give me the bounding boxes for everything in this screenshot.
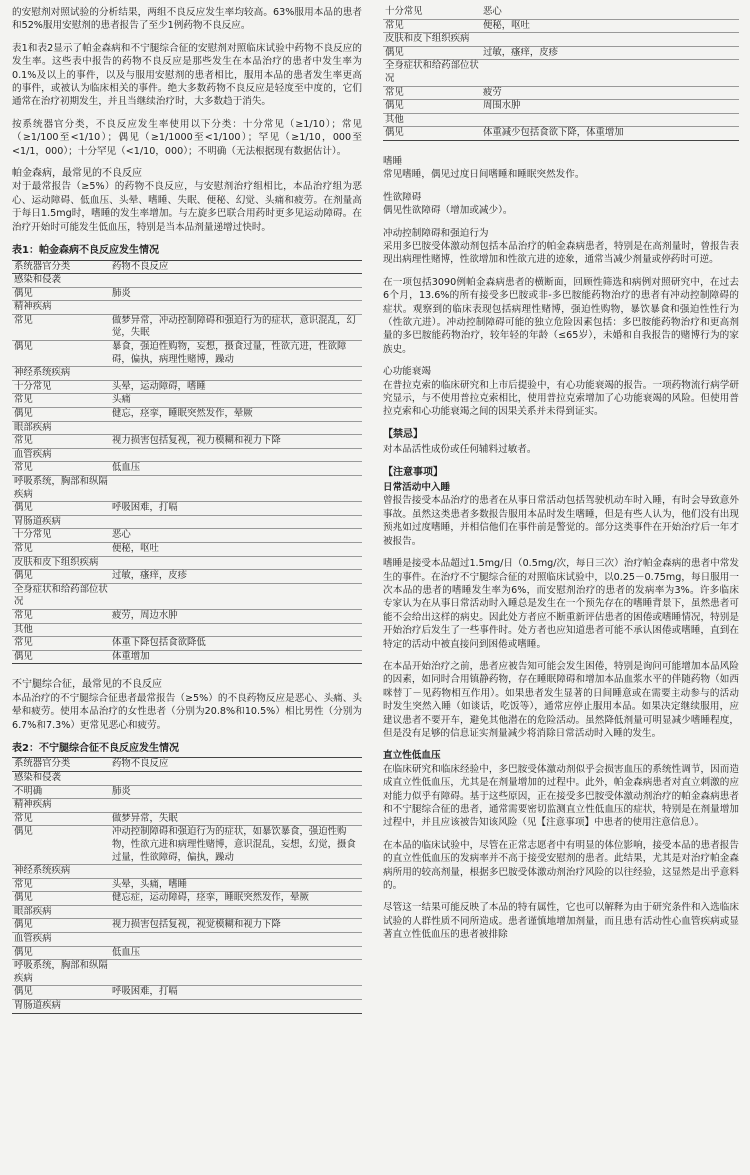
frequency-cell: 偶见 bbox=[383, 46, 481, 60]
reaction-cell: 疲劳，周边水肿 bbox=[110, 609, 362, 623]
table-row bbox=[12, 380, 362, 394]
table-row bbox=[12, 609, 362, 623]
table-group-row bbox=[12, 933, 362, 947]
table-group-row bbox=[12, 583, 362, 609]
section-heading: 日常活动中入睡 bbox=[383, 482, 451, 494]
reaction-cell bbox=[110, 583, 362, 609]
table-row bbox=[12, 502, 362, 516]
reaction-cell: 呼吸困难，打嗝 bbox=[110, 986, 362, 1000]
reaction-cell bbox=[110, 771, 362, 785]
organ-class-cell: 胃肠道疾病 bbox=[12, 1000, 110, 1014]
organ-class-cell: 精神疾病 bbox=[12, 799, 110, 813]
table-row bbox=[12, 826, 362, 865]
left-column bbox=[12, 6, 362, 1028]
reaction-cell bbox=[110, 448, 362, 462]
reaction-cell: 体重下降包括食欲降低 bbox=[110, 637, 362, 651]
table-row bbox=[12, 287, 362, 301]
frequency-cell: 常见 bbox=[12, 609, 110, 623]
table-row bbox=[383, 127, 739, 141]
paragraph: 偶见性欲障碍（增加或减少）。 bbox=[383, 205, 513, 217]
table-group-row bbox=[12, 274, 362, 288]
table-group-row bbox=[12, 448, 362, 462]
reaction-cell bbox=[110, 905, 362, 919]
reaction-cell bbox=[110, 556, 362, 570]
frequency-cell: 常见 bbox=[12, 637, 110, 651]
reaction-cell: 头晕，头痛，嗜睡 bbox=[110, 878, 362, 892]
reaction-cell: 体重减少包括食欲下降，体重增加 bbox=[481, 127, 739, 141]
frequency-cell: 常见 bbox=[12, 462, 110, 476]
table-row bbox=[383, 46, 739, 60]
table-row bbox=[12, 341, 362, 367]
frequency-cell: 常见 bbox=[12, 812, 110, 826]
reaction-cell: 呼吸困难，打嗝 bbox=[110, 502, 362, 516]
reaction-cell bbox=[110, 274, 362, 288]
reaction-cell bbox=[110, 865, 362, 879]
table-group-row bbox=[12, 799, 362, 813]
reaction-cell bbox=[110, 476, 362, 502]
table-rls-continued bbox=[383, 6, 739, 141]
organ-class-cell: 全身症状和给药部位状况 bbox=[12, 583, 110, 609]
reaction-cell: 疲劳 bbox=[481, 86, 739, 100]
section-heading: 帕金森病，最常见的不良反应 bbox=[12, 168, 142, 180]
frequency-cell: 偶见 bbox=[12, 919, 110, 933]
table-row bbox=[12, 435, 362, 449]
reaction-cell: 周围水肿 bbox=[481, 100, 739, 114]
table-row bbox=[383, 100, 739, 114]
reaction-cell: 低血压 bbox=[110, 946, 362, 960]
table-group-row bbox=[12, 623, 362, 637]
paragraph: 常见嗜睡，偶见过度日间嗜睡和睡眠突然发作。 bbox=[383, 169, 585, 181]
table-row bbox=[12, 892, 362, 906]
paragraph: 尽管这一结果可能反映了本品的特有属性，它也可以解释为由于研究条件和入选临床试验的人群性质不同所造成。患者谨慎地增加剂量，而且患有活动性心血管疾病或显著直立性低血压的患者被排除 bbox=[383, 902, 739, 941]
table-row bbox=[12, 529, 362, 543]
table-header-row bbox=[12, 260, 362, 274]
frequency-cell: 偶见 bbox=[12, 502, 110, 516]
paragraph: 的安慰剂对照试验的分析结果，两组不良反应发生率均较高。63%服用本品的患者和52%服用安慰剂的患者报告了至少1例药物不良反应。 bbox=[12, 7, 362, 32]
organ-class-cell: 血管疾病 bbox=[12, 448, 110, 462]
reaction-cell: 视力损害包括复视，视觉模糊和视力下降 bbox=[110, 919, 362, 933]
frequency-cell: 常见 bbox=[383, 19, 481, 33]
paragraph: 对本品活性成份或任何辅料过敏者。 bbox=[383, 444, 537, 456]
frequency-cell: 十分常见 bbox=[12, 380, 110, 394]
table-row bbox=[12, 878, 362, 892]
paragraph: 按系统器官分类，不良反应发生率使用以下分类：十分常见（≥1/10）；常见（≥1/100至<1/10）；偶见（≥1/1000至<1/100）；罕见（≥1/10，000至<1/1，000）；十分罕见（<1/10，000）；不明确（无法根据现有数据估计）。 bbox=[12, 118, 362, 157]
frequency-cell: 十分常见 bbox=[12, 529, 110, 543]
frequency-cell: 偶见 bbox=[12, 650, 110, 664]
reaction-cell: 便秘，呕吐 bbox=[481, 19, 739, 33]
reaction-cell: 低血压 bbox=[110, 462, 362, 476]
reaction-cell bbox=[110, 933, 362, 947]
reaction-cell bbox=[110, 367, 362, 381]
organ-class-cell: 血管疾病 bbox=[12, 933, 110, 947]
table-row bbox=[12, 785, 362, 799]
right-column bbox=[383, 6, 739, 951]
table-group-row bbox=[383, 113, 739, 127]
reaction-cell: 过敏，瘙痒，皮疹 bbox=[110, 570, 362, 584]
table-group-row bbox=[12, 367, 362, 381]
reaction-cell: 健忘症，运动障碍，痉挛，睡眠突然发作，晕厥 bbox=[110, 892, 362, 906]
paragraph: 在本品的临床试验中，尽管在正常志愿者中有明显的体位影响，接受本品的患者报告的直立性低血压的发病率并不高于接受安慰剂的患者。此结果，尤其是对治疗帕金森病所用的较高剂量，根据多巴胺受体激动剂治疗风险的以往经验，这显然是出乎意料的。 bbox=[383, 839, 739, 892]
organ-class-cell: 感染和侵袭 bbox=[12, 771, 110, 785]
table-caption: 表1：帕金森病不良反应发生情况 bbox=[12, 245, 159, 257]
contraindications-heading: 【禁忌】 bbox=[383, 428, 423, 440]
organ-class-cell: 其他 bbox=[383, 113, 481, 127]
table-row bbox=[12, 650, 362, 664]
frequency-cell: 偶见 bbox=[383, 127, 481, 141]
organ-class-cell: 其他 bbox=[12, 623, 110, 637]
reaction-cell: 体重增加 bbox=[110, 650, 362, 664]
table-row bbox=[12, 394, 362, 408]
frequency-cell: 常见 bbox=[12, 878, 110, 892]
table-group-row bbox=[12, 865, 362, 879]
table-row bbox=[12, 314, 362, 340]
table-header-row bbox=[12, 758, 362, 772]
organ-class-cell: 感染和侵袭 bbox=[12, 274, 110, 288]
reaction-cell: 视力损害包括复视，视力模糊和视力下降 bbox=[110, 435, 362, 449]
reaction-cell: 便秘，呕吐 bbox=[110, 542, 362, 556]
frequency-cell: 不明确 bbox=[12, 785, 110, 799]
paragraph: 在本品开始治疗之前，患者应被告知可能会发生困倦，特别是询问可能增加本品风险的因素，如同时合用镇静药物，存在睡眠障碍和增加本品血浆水平的伴随药物（如西咪替丁－见药物相互作用）。如果患者发生显著的日间睡意或在需要主动参与的活动时发生突然入睡（如谈话，吃饭等），通常应停止服用本品。如果决定继续服用，应建议患者不要开车，避免其他潜在的危险活动。虽然降低剂量可明显减少嗜睡程度，但是没有足够的信息证实剂量减少将消除日常活动时入睡的发生。 bbox=[383, 660, 739, 739]
table-group-row bbox=[12, 476, 362, 502]
organ-class-cell: 全身症状和给药部位状况 bbox=[383, 60, 481, 86]
reaction-cell bbox=[110, 623, 362, 637]
organ-class-cell: 精神疾病 bbox=[12, 301, 110, 315]
table-group-row bbox=[12, 556, 362, 570]
frequency-cell: 常见 bbox=[12, 542, 110, 556]
table-row bbox=[12, 637, 362, 651]
reaction-cell: 头痛 bbox=[110, 394, 362, 408]
table-header-cell: 药物不良反应 bbox=[110, 260, 362, 274]
paragraph: 嗜睡是接受本品超过1.5mg/日（0.5mg/次，每日三次）治疗帕金森病的患者中常发生的事件。在治疗不宁腿综合征的对照临床试验中，以0.25－0.75mg，每日服用一次本品的患者的嗜睡发生率为6%，而安慰剂治疗的患者的发病率为3%。许多临床专家认为在从事日常活动时入睡总是发生在一个预先存在的嗜睡背景下，虽然患者可能不会给出这样的病史。因此处方者应不断重新评估患者的困倦或嗜睡情况，特别是开始治疗后发生了一些事件时。处方者也应知道患者可能不承认困倦或嗜睡，直到在特定的活动中被直接问到困倦或嗜睡。 bbox=[383, 558, 739, 650]
section-heading: 心功能衰竭 bbox=[383, 366, 431, 378]
table-header-cell: 系统器官分类 bbox=[12, 260, 110, 274]
section-heading: 嗜睡 bbox=[383, 155, 403, 167]
section-heading: 不宁腿综合征，最常见的不良反应 bbox=[12, 679, 162, 691]
table-row bbox=[12, 570, 362, 584]
table-group-row bbox=[12, 301, 362, 315]
reaction-cell bbox=[110, 960, 362, 986]
reaction-cell: 恶心 bbox=[110, 529, 362, 543]
table-group-row bbox=[383, 33, 739, 47]
table-row bbox=[12, 542, 362, 556]
section-heading: 性欲障碍 bbox=[383, 191, 422, 203]
frequency-cell: 偶见 bbox=[383, 100, 481, 114]
organ-class-cell: 皮肤和皮下组织疾病 bbox=[383, 33, 481, 47]
table-group-row bbox=[12, 515, 362, 529]
paragraph: 采用多巴胺受体激动剂包括本品治疗的帕金森病患者，特别是在高剂量时，曾报告表现出病理性赌博，性欲增加和性欲亢进的迹象，通常当减少剂量或停药时可逆。 bbox=[383, 240, 739, 266]
frequency-cell: 偶见 bbox=[12, 892, 110, 906]
table-header-cell: 系统器官分类 bbox=[12, 758, 110, 772]
table-row bbox=[12, 986, 362, 1000]
table-row bbox=[383, 86, 739, 100]
reaction-cell: 做梦异常，失眠 bbox=[110, 812, 362, 826]
table-row bbox=[12, 408, 362, 422]
reaction-cell bbox=[481, 60, 739, 86]
table-parkinson bbox=[12, 260, 362, 665]
paragraph: 在临床研究和临床经验中，多巴胺受体激动剂似乎会损害血压的系统性调节，因而造成直立性低血压，尤其是在剂量增加的过程中。此外，帕金森病患者对直立刺激的应对能力似乎有障碍。基于这些原因，正在接受多巴胺受体激动剂治疗的帕金森病患者和不宁腿综合征的患者，通常需要密切监测直立性低血压的症状，特别是在剂量增加过程中，并且应该被告知该风险（见【注意事项】中患者的使用注意信息）。 bbox=[383, 763, 739, 829]
table-row bbox=[383, 6, 739, 19]
reaction-cell: 暴食，强迫性购物，妄想，摄食过量，性欲亢进，性欲障碍，偏执，病理性赌博，躁动 bbox=[110, 341, 362, 367]
paragraph: 表1和表2显示了帕金森病和不宁腿综合征的安慰剂对照临床试验中药物不良反应的发生率。这些表中报告的药物不良反应是那些发生在本品治疗的患者中发生率为0.1%及以上的事件，以及与服用安慰剂的患者相比，服用本品的患者发生率更高的事件，或被认为临床相关的事件。绝大多数药物不良反应是轻度至中度的，它们通常在治疗初期发生，并且当继续治疗时，大多数趋于消失。 bbox=[12, 42, 362, 108]
reaction-cell bbox=[110, 301, 362, 315]
reaction-cell bbox=[481, 113, 739, 127]
paragraph: 在一项包括3090例帕金森病患者的横断面，回顾性筛选和病例对照研究中，在过去6个月，13.6%的所有接受多巴胺或非-多巴胺能药物治疗的患者有冲动控制障碍的症状。观察到的临床表现包括病理性赌博，强迫性购物，暴饮暴食和强迫性性行为（性欲亢进）。冲动控制障碍可能的独立危险因素包括：多巴胺能药物治疗和更高剂量的多巴胺能药物治疗，较年轻的年龄（≤65岁），未婚和自我报告的赌博行为的家族史。 bbox=[383, 276, 739, 355]
frequency-cell: 十分常见 bbox=[383, 6, 481, 19]
frequency-cell: 偶见 bbox=[12, 408, 110, 422]
reaction-cell bbox=[481, 33, 739, 47]
reaction-cell: 肺炎 bbox=[110, 785, 362, 799]
reaction-cell bbox=[110, 421, 362, 435]
precautions-heading: 【注意事项】 bbox=[383, 466, 443, 478]
table-caption: 表2：不宁腿综合征不良反应发生情况 bbox=[12, 742, 179, 754]
organ-class-cell: 眼部疾病 bbox=[12, 421, 110, 435]
paragraph: 本品治疗的不宁腿综合征患者最常报告（≥5%）的不良药物反应是恶心、头痛、头晕和疲劳。使用本品治疗的女性患者（分别为20.8%和10.5%）相比男性（分别为6.7%和7.3%）更常见恶心和疲劳。 bbox=[12, 692, 362, 731]
reaction-cell: 过敏，瘙痒，皮疹 bbox=[481, 46, 739, 60]
frequency-cell: 偶见 bbox=[12, 986, 110, 1000]
reaction-cell bbox=[110, 1000, 362, 1014]
table-group-row bbox=[383, 60, 739, 86]
frequency-cell: 偶见 bbox=[12, 826, 110, 865]
reaction-cell bbox=[110, 515, 362, 529]
table-row bbox=[12, 919, 362, 933]
frequency-cell: 常见 bbox=[383, 86, 481, 100]
organ-class-cell: 胃肠道疾病 bbox=[12, 515, 110, 529]
frequency-cell: 偶见 bbox=[12, 570, 110, 584]
frequency-cell: 偶见 bbox=[12, 287, 110, 301]
table-group-row bbox=[12, 960, 362, 986]
frequency-cell: 常见 bbox=[12, 314, 110, 340]
paragraph: 曾报告接受本品治疗的患者在从事日常活动包括驾驶机动车时入睡，有时会导致意外事故。虽然这类患者多数报告服用本品时发生嗜睡，但是有些人认为，他们没有出现预兆如过度嗜睡，并相信他们在事件前是警觉的。部分这类事件在开始治疗后一年才被报告。 bbox=[383, 495, 739, 547]
organ-class-cell: 眼部疾病 bbox=[12, 905, 110, 919]
table-group-row bbox=[12, 905, 362, 919]
frequency-cell: 偶见 bbox=[12, 946, 110, 960]
table-group-row bbox=[12, 1000, 362, 1014]
organ-class-cell: 呼吸系统，胸部和纵隔疾病 bbox=[12, 960, 110, 986]
reaction-cell: 头晕，运动障碍，嗜睡 bbox=[110, 380, 362, 394]
table-row bbox=[383, 19, 739, 33]
organ-class-cell: 呼吸系统，胸部和纵隔疾病 bbox=[12, 476, 110, 502]
reaction-cell bbox=[110, 799, 362, 813]
reaction-cell: 健忘，痉挛，睡眠突然发作，晕厥 bbox=[110, 408, 362, 422]
reaction-cell: 恶心 bbox=[481, 6, 739, 19]
section-heading: 直立性低血压 bbox=[383, 750, 441, 762]
frequency-cell: 偶见 bbox=[12, 341, 110, 367]
frequency-cell: 常见 bbox=[12, 435, 110, 449]
organ-class-cell: 神经系统疾病 bbox=[12, 367, 110, 381]
paragraph: 对于最常报告（≥5%）的药物不良反应，与安慰剂治疗组相比，本品治疗组为恶心、运动障碍、低血压、头晕、嗜睡、失眠、便秘、幻觉、头痛和疲劳。在剂量高于每日1.5mg时，嗜睡的发生率增加。与左旋多巴联合用药时更多见运动障碍。在治疗开始时可能发生低血压，特别是当本品剂量递增过快时。 bbox=[12, 181, 362, 233]
paragraph: 在普拉克索的临床研究和上市后提验中，有心功能衰竭的报告。一项药物流行病学研究显示，与不使用普拉克索相比，使用普拉克索增加了心功能衰竭的风险。但使用普拉克索和心功能衰竭之间的因果关系并未得到证实。 bbox=[383, 379, 739, 418]
table-row bbox=[12, 462, 362, 476]
table-row bbox=[12, 946, 362, 960]
table-group-row bbox=[12, 421, 362, 435]
reaction-cell: 做梦异常，冲动控制障碍和强迫行为的症状，意识混乱，幻觉，失眠 bbox=[110, 314, 362, 340]
table-header-cell: 药物不良反应 bbox=[110, 758, 362, 772]
frequency-cell: 常见 bbox=[12, 394, 110, 408]
section-heading: 冲动控制障碍和强迫行为 bbox=[383, 227, 489, 239]
organ-class-cell: 皮肤和皮下组织疾病 bbox=[12, 556, 110, 570]
table-rls bbox=[12, 757, 362, 1013]
table-row bbox=[12, 812, 362, 826]
organ-class-cell: 神经系统疾病 bbox=[12, 865, 110, 879]
reaction-cell: 肺炎 bbox=[110, 287, 362, 301]
reaction-cell: 冲动控制障碍和强迫行为的症状，如暴饮暴食，强迫性购物，性欲亢进和病理性赌博，意识混乱，妄想，幻觉，摄食过量，性欲障碍，偏执，躁动 bbox=[110, 826, 362, 865]
table-group-row bbox=[12, 771, 362, 785]
